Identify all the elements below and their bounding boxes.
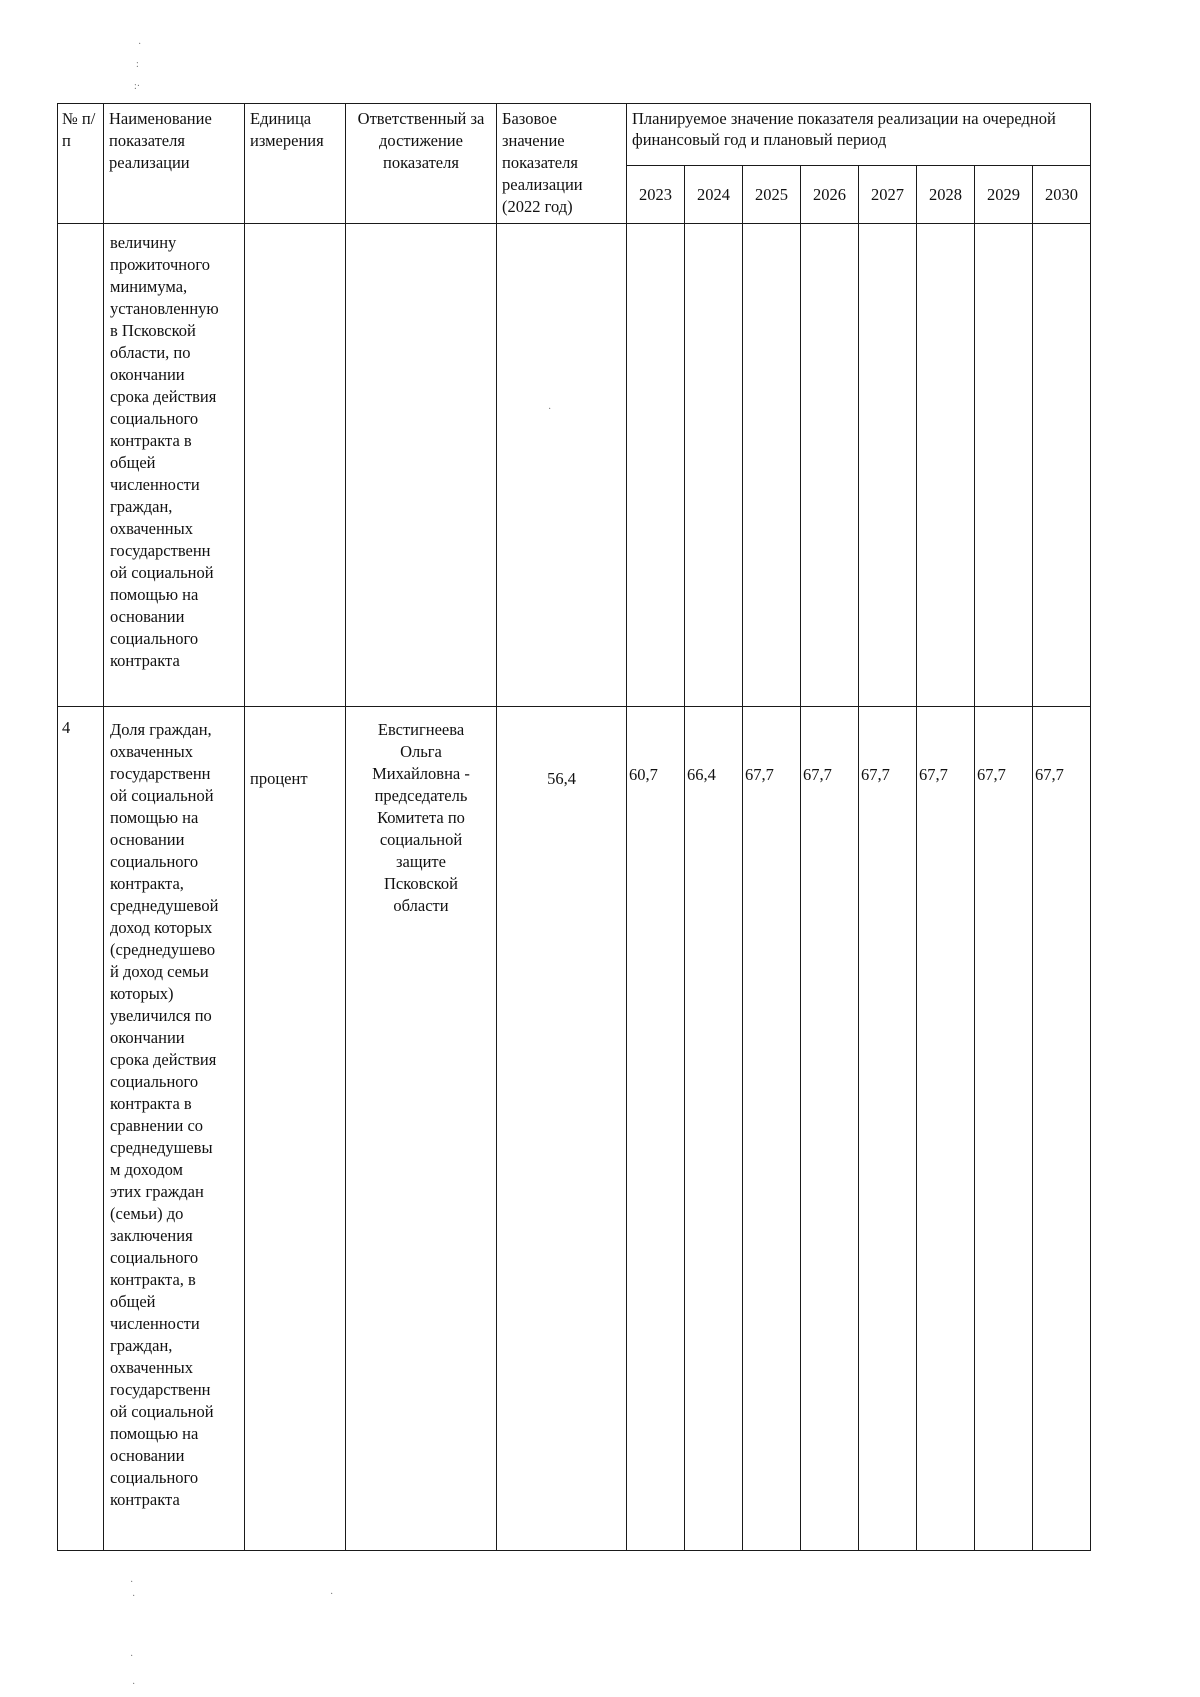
row-unit: процент bbox=[250, 769, 308, 788]
row-value bbox=[1033, 224, 1091, 707]
indicators-table bbox=[57, 103, 1091, 1551]
row-value-cell bbox=[1033, 707, 1091, 1551]
row-responsible: Евстигнеева Ольга Михайловна - председатель Комитета по социальной защите Псковской области bbox=[372, 720, 470, 915]
row-value bbox=[743, 224, 801, 707]
scan-speck: : bbox=[136, 59, 139, 70]
row-base-cell bbox=[497, 707, 627, 1551]
header-row-top bbox=[58, 104, 1091, 166]
header-year: 2026 bbox=[801, 166, 859, 224]
header-year: 2028 bbox=[917, 166, 975, 224]
header-name: Наименование показателя реализации bbox=[104, 104, 245, 224]
table-row bbox=[58, 707, 1091, 1551]
scan-speck: · bbox=[132, 1679, 136, 1690]
header-num: № п/п bbox=[58, 104, 104, 224]
row-value: 67,7 bbox=[977, 765, 1006, 784]
row-num: 4 bbox=[58, 707, 104, 1551]
row-value-cell bbox=[975, 707, 1033, 1551]
row-value bbox=[975, 224, 1033, 707]
row-value bbox=[859, 224, 917, 707]
row-base-value bbox=[497, 224, 627, 707]
row-base-value: 56,4 bbox=[547, 769, 576, 788]
row-responsible-cell bbox=[346, 707, 497, 1551]
scan-speck: · bbox=[548, 404, 552, 415]
scan-speck: · bbox=[130, 1651, 134, 1662]
row-value-cell bbox=[685, 707, 743, 1551]
header-year: 2025 bbox=[743, 166, 801, 224]
scan-speck: · bbox=[132, 1591, 136, 1602]
header-unit: Единица измерения bbox=[245, 104, 346, 224]
row-unit bbox=[245, 224, 346, 707]
row-unit-cell bbox=[245, 707, 346, 1551]
row-indicator-name: Доля граждан, охваченных государственн ой социальной помощью на основании социального контракта, среднедушевой доход которых (среднедушево й доход семьи которых) увеличился по окончании срока действия социального контракта в сравнении со среднедушевы м доходом этих граждан (семьи) до заключения социального контракта, в общей численности граждан, охваченных государственн ой социальной помощью на основании социального контракта bbox=[104, 707, 245, 1551]
row-value bbox=[917, 224, 975, 707]
row-value-cell bbox=[743, 707, 801, 1551]
row-value: 67,7 bbox=[803, 765, 832, 784]
row-value: 67,7 bbox=[861, 765, 890, 784]
row-value bbox=[685, 224, 743, 707]
row-value-cell bbox=[859, 707, 917, 1551]
row-value: 67,7 bbox=[745, 765, 774, 784]
scan-speck: · bbox=[138, 39, 142, 50]
row-responsible bbox=[346, 224, 497, 707]
header-year: 2029 bbox=[975, 166, 1033, 224]
row-value-cell bbox=[627, 707, 685, 1551]
row-value bbox=[801, 224, 859, 707]
row-value bbox=[627, 224, 685, 707]
scan-speck: :· bbox=[134, 81, 141, 92]
header-year: 2027 bbox=[859, 166, 917, 224]
row-num bbox=[58, 224, 104, 707]
row-value: 67,7 bbox=[1035, 765, 1064, 784]
row-value-cell bbox=[917, 707, 975, 1551]
header-responsible: Ответственный за достижение показателя bbox=[346, 104, 497, 224]
row-value: 60,7 bbox=[629, 765, 658, 784]
scan-speck: · bbox=[330, 1589, 334, 1600]
header-year: 2024 bbox=[685, 166, 743, 224]
row-value-cell bbox=[801, 707, 859, 1551]
row-indicator-name: величину прожиточного минимума, установленную в Псковской области, по окончании срока действия социального контракта в общей численности граждан, охваченных государственн ой социальной помощью на основании социального контракта bbox=[104, 224, 245, 707]
row-value: 66,4 bbox=[687, 765, 716, 784]
header-year: 2030 bbox=[1033, 166, 1091, 224]
row-value: 67,7 bbox=[919, 765, 948, 784]
scan-speck: · bbox=[130, 1577, 134, 1588]
header-planned: Планируемое значение показателя реализации на очередной финансовый год и плановый период bbox=[627, 104, 1091, 166]
header-year: 2023 bbox=[627, 166, 685, 224]
table-row bbox=[58, 224, 1091, 707]
header-base: Базовое значение показателя реализации (2022 год) bbox=[497, 104, 627, 224]
